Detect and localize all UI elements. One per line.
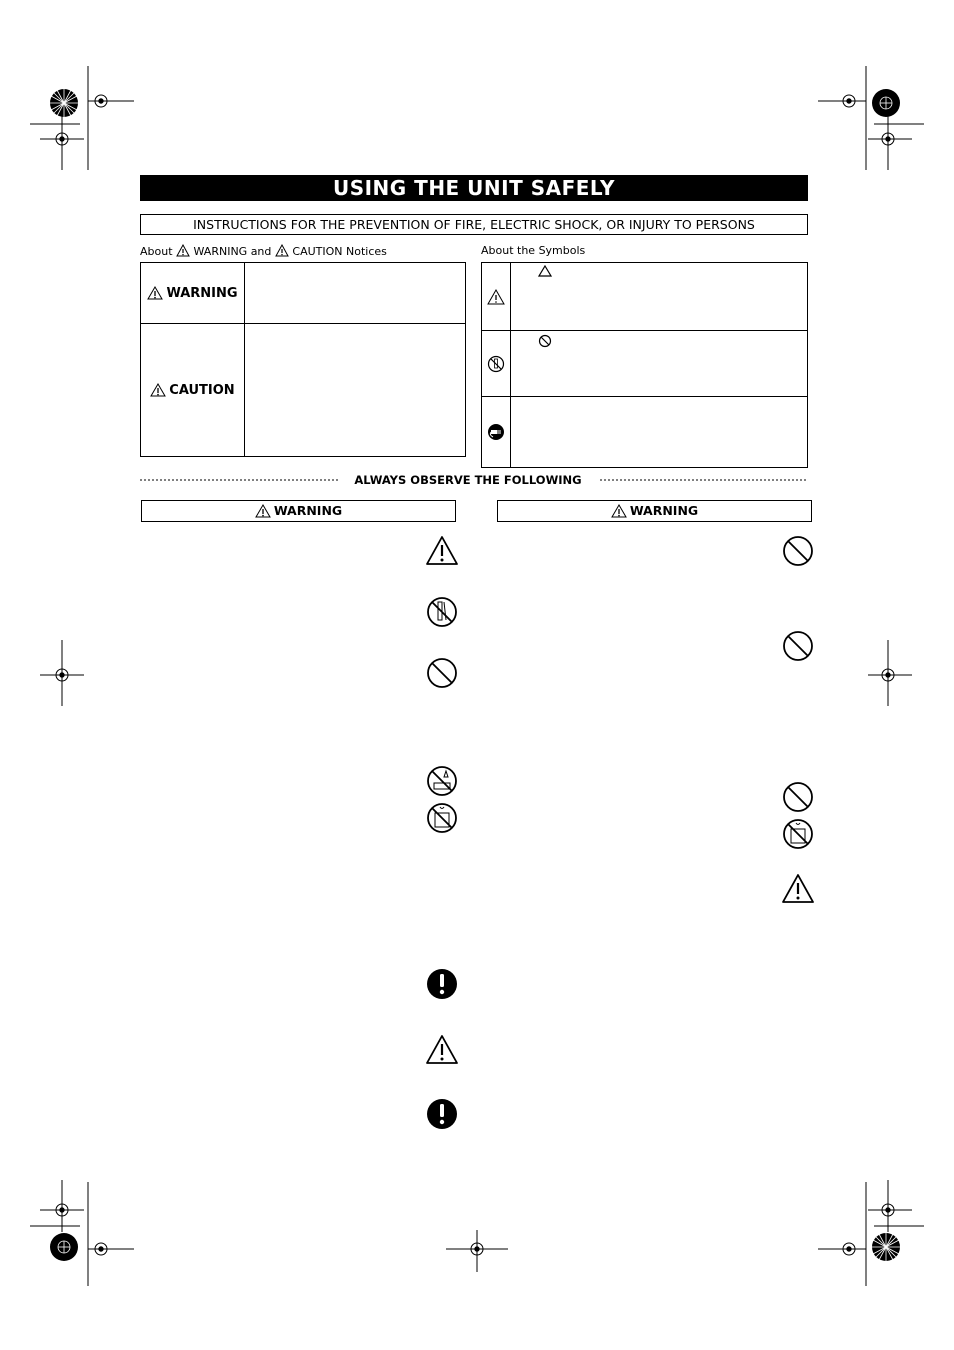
notices-caption-caution: CAUTION Notices [292, 245, 387, 258]
no-water-icon [782, 818, 814, 850]
no-wet-hands-icon [426, 765, 458, 797]
symbols-table [481, 262, 808, 468]
warning-triangle-icon [147, 286, 163, 300]
notice-row-warning [141, 263, 465, 324]
no-disassemble-icon [487, 355, 505, 373]
notices-table [140, 262, 466, 457]
symbol-row-triangle [482, 263, 807, 331]
warning-triangle-icon [611, 504, 627, 518]
warning-triangle-icon [425, 1034, 459, 1066]
prohibited-icon [426, 657, 458, 689]
no-water-icon [426, 802, 458, 834]
notices-caption-warning: WARNING and [193, 245, 272, 258]
notices-caption [140, 244, 387, 258]
notices-caption-about: About [140, 245, 173, 258]
left-warning-header [141, 500, 456, 522]
warning-triangle-icon [150, 383, 166, 397]
prohibited-icon [782, 630, 814, 662]
warning-triangle-icon [425, 535, 459, 567]
observe-heading: ALWAYS OBSERVE THE FOLLOWING [342, 473, 594, 487]
no-disassemble-icon [426, 596, 458, 628]
prohibited-icon [782, 535, 814, 567]
warning-triangle-icon [487, 289, 505, 305]
mandatory-icon [426, 1098, 458, 1130]
warning-triangle-icon [255, 504, 271, 518]
symbols-caption: About the Symbols [481, 244, 586, 257]
instructions-banner: INSTRUCTIONS FOR THE PREVENTION OF FIRE, ELECTRIC SHOCK, OR INJURY TO PERSONS [140, 214, 808, 235]
unplug-icon [487, 423, 505, 441]
notice-label-caution [141, 324, 245, 456]
mandatory-icon [426, 968, 458, 1000]
right-warning-header [497, 500, 812, 522]
right-warning-header-label: WARNING [629, 503, 699, 518]
notice-label-text: CAUTION [169, 382, 235, 398]
triangle-symbol-icon [538, 265, 552, 277]
notice-label-text: WARNING [166, 285, 238, 301]
warning-triangle-icon [176, 244, 190, 257]
page-title: USING THE UNIT SAFELY [140, 175, 808, 201]
notice-row-caution [141, 324, 465, 456]
notice-label-warning [141, 263, 245, 323]
warning-triangle-icon [275, 244, 289, 257]
circle-slash-symbol-icon [538, 334, 552, 348]
symbol-row-filled [482, 397, 807, 467]
prohibited-icon [782, 781, 814, 813]
symbol-row-prohibited [482, 331, 807, 397]
left-warning-header-label: WARNING [273, 503, 343, 518]
warning-triangle-icon [781, 873, 815, 905]
